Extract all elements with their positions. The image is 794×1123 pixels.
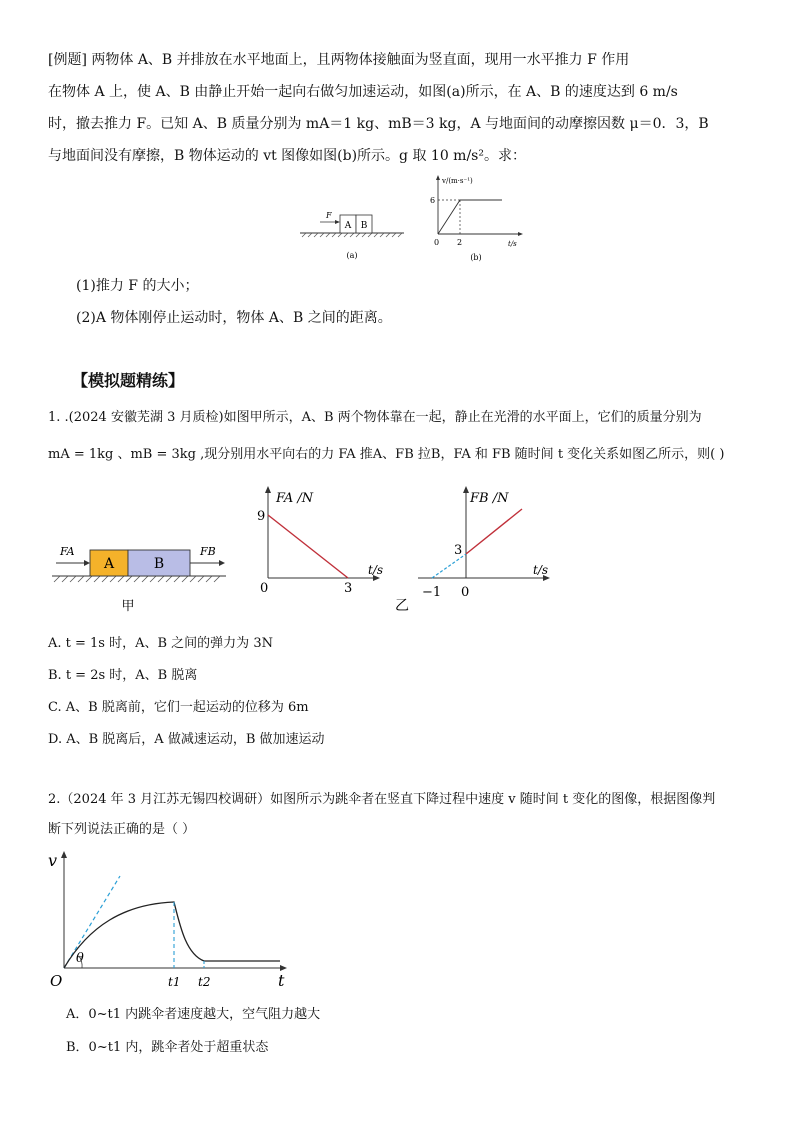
fb-dashed-extension [432,554,466,578]
figure-yi [250,484,560,614]
force-f-label: F [326,211,332,220]
q1-option-a: A. t = 1s 时，A、B 之间的弹力为 3N [48,636,273,651]
figure-b-y6: 6 [430,196,436,205]
figure-b-x2: 2 [457,238,463,247]
example-line-3: 时，撤去推力 F。已知 A、B 质量分别为 mA＝1 kg、mB＝3 kg，A 与地面间的动摩擦因数 μ＝0．3，B [48,116,709,132]
q1-option-b: B. t = 2s 时，A、B 脱离 [48,668,198,683]
q1-line-1: 1. .(2024 安徽芜湖 3 月质检)如图甲所示，A、B 两个物体靠在一起，静止在光滑的水平面上，它们的质量分别为 [48,410,702,425]
fa-y9: 9 [257,509,266,524]
block-b-label: B [360,221,368,231]
fb-line [466,509,522,554]
figure-yi-caption: 乙 [395,598,409,614]
figure-b-vt-line [438,200,502,234]
block-a-label: A [344,221,352,231]
fb-neg1: −1 [422,585,442,600]
example-question-1: (1)推力 F 的大小； [76,278,199,294]
block-b-label: B [153,556,165,572]
q1-line-2: mA = 1kg 、mB = 3kg ,现分别用水平向右的力 FA 推A、FB 拉B，FA 和 FB 随时间 t 变化关系如图乙所示，则( ) [48,447,725,462]
figure-jia [50,540,230,616]
q2-line-2: 断下列说法正确的是（ ） [48,822,196,837]
figure-b-ylabel: v/(m·s⁻¹) [442,177,473,185]
q2-option-b: B．0~t1 内，跳伞者处于超重状态 [66,1040,269,1055]
force-fa-label: FA [60,545,75,558]
figure-vt [44,846,294,992]
v-axis-label: v [48,851,58,870]
figure-b-caption: (b) [470,253,482,262]
example-line-1: [例题] 两物体 A、B 并排放在水平地面上，且两物体接触面为竖直面，现用一水平推力 F 作用 [48,52,630,68]
fb-t-label: t/s [533,563,549,577]
velocity-curve [64,902,280,968]
q1-option-d: D. A、B 脱离后，A 做减速运动，B 做加速运动 [48,732,325,747]
figure-b-xlabel: t/s [508,240,517,248]
example-line-4: 与地面间没有摩擦，B 物体运动的 vt 图像如图(b)所示。g 取 10 m/s²。求： [48,148,526,164]
section-heading: 【模拟题精练】 [72,371,185,390]
t1-label: t1 [168,975,181,989]
t2-label: t2 [198,975,211,989]
figure-a-caption: (a) [346,251,358,260]
example-line-2: 在物体 A 上，使 A、B 由静止开始一起向右做匀加速运动，如图(a)所示，在 A、B 的速度达到 6 m/s [48,84,678,100]
fb-axis-label: FB /N [470,491,509,506]
example-question-2: (2)A 物体刚停止运动时，物体 A、B 之间的距离。 [76,310,392,326]
figure-jia-caption: 甲 [121,599,135,614]
q1-option-c: C. A、B 脱离前，它们一起运动的位移为 6m [48,700,309,715]
fa-axis-label: FA /N [276,491,314,506]
figure-b-origin: 0 [434,238,440,247]
force-fb-label: FB [200,545,216,558]
q2-option-a: A．0~t1 内跳伞者速度越大，空气阻力越大 [66,1007,321,1022]
figure-b [420,172,530,264]
fa-line [268,515,348,578]
figure-a [296,205,408,263]
origin-label: O [50,972,63,990]
t-axis-label: t [278,971,285,990]
q2-line-1: 2.（2024 年 3 月江苏无锡四校调研）如图所示为跳伞者在竖直下降过程中速度 v 随时间 t 变化的图像，根据图像判 [48,792,716,807]
fb-origin: 0 [461,585,470,600]
fa-origin: 0 [260,581,269,596]
fa-x3: 3 [344,581,353,596]
block-a-label: A [103,556,115,572]
theta-label: θ [76,951,84,966]
fb-y3: 3 [454,543,463,558]
fa-t-label: t/s [368,563,384,577]
